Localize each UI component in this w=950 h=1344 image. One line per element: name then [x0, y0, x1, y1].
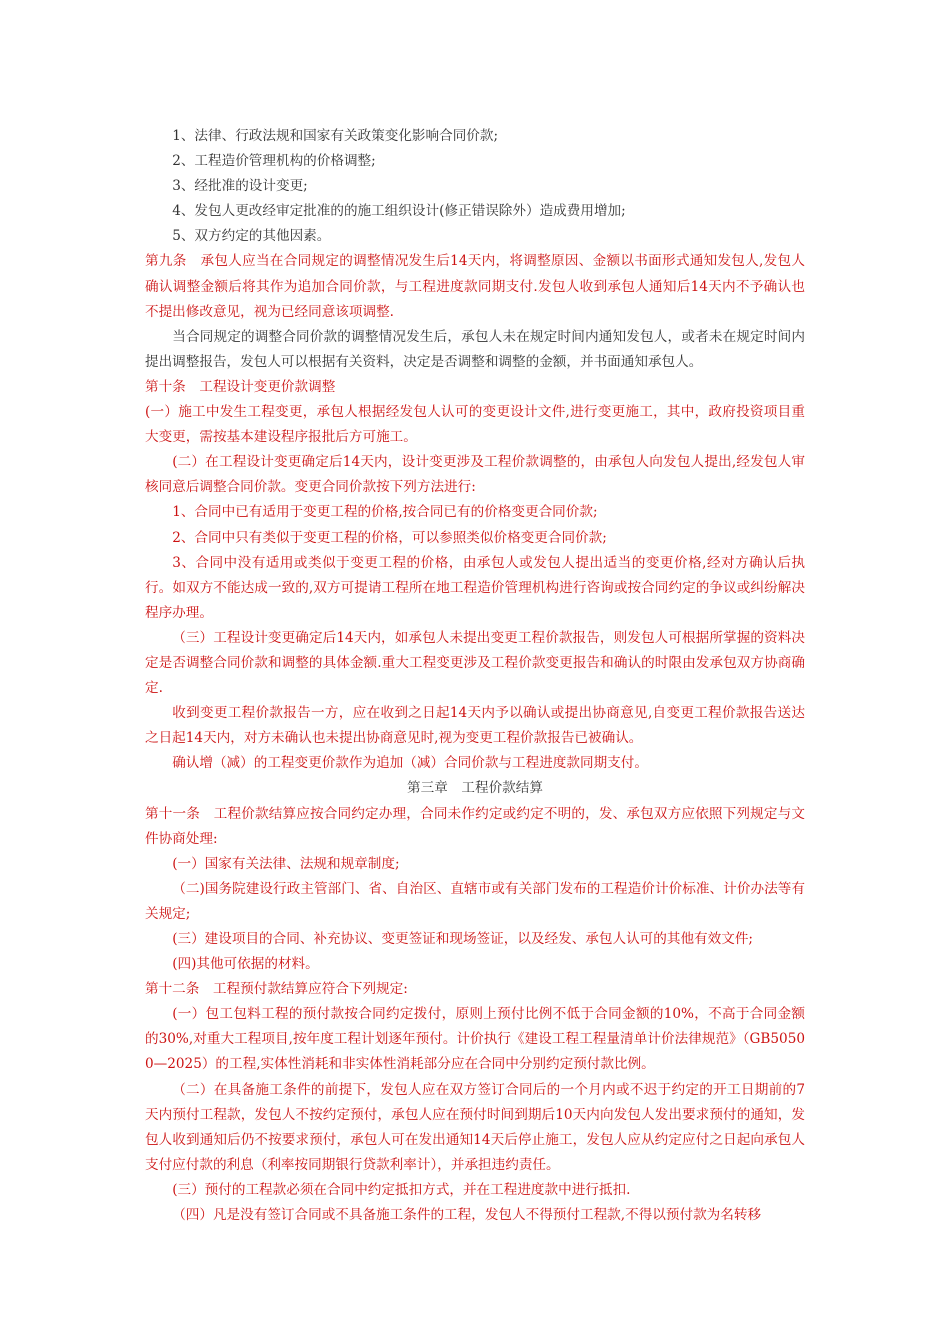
paragraph: (三）预付的工程款必须在合同中约定抵扣方式，并在工程进度款中进行抵扣.: [172, 1181, 631, 1198]
paragraph: 当合同规定的调整合同价款的调整情况发生后，承包人未在规定时间内通知发包人，或者未在规定时间内提出调整报告，发包人可以根据有关资料，决定是否调整和调整的金额，并书面通知承包人。: [145, 328, 805, 370]
paragraph: 4、发包人更改经审定批准的的施工组织设计(修正错误除外）造成费用增加;: [172, 203, 626, 220]
paragraph: 5、双方约定的其他因素。: [172, 228, 331, 245]
paragraph: 3、合同中没有适用或类似于变更工程的价格，由承包人或发包人提出适当的变更价格,经对方确认后执行。如双方不能达成一致的,双方可提请工程所在地工程造价管理机构进行咨询或按合同约定的争议或纠纷解决程序办理。: [145, 554, 805, 621]
paragraph: 1、合同中已有适用于变更工程的价格,按合同已有的价格变更合同价款;: [172, 504, 598, 521]
paragraph: (一）国家有关法律、法规和规章制度;: [172, 855, 400, 872]
paragraph: (二）在工程设计变更确定后14天内，设计变更涉及工程价款调整的，由承包人向发包人提出,经发包人审核同意后调整合同价款。变更合同价款按下列方法进行:: [145, 454, 805, 496]
chapter-heading: 第三章 工程价款结算: [407, 780, 543, 797]
paragraph: 2、合同中只有类似于变更工程的价格，可以参照类似价格变更合同价款;: [172, 529, 607, 546]
paragraph: （四）凡是没有签订合同或不具备施工条件的工程，发包人不得预付工程款,不得以预付款为名转移: [172, 1207, 762, 1224]
paragraph: 3、经批准的设计变更;: [172, 178, 308, 195]
paragraph: （二）在具备施工条件的前提下，发包人应在双方签订合同后的一个月内或不迟于约定的开工日期前的7天内预付工程款，发包人不按约定预付，承包人应在预付时间到期后10天内向发包人发出要求预付的通知，发包人收到通知后仍不按要求预付，承包人可在发出通知14天后停止施工，发包人应从约定应付之日起向承包人支付应付款的利息（利率按同期银行贷款利率计），并承担违约责任。: [145, 1081, 805, 1173]
document-page: [145, 124, 805, 1228]
paragraph: 第十一条 工程价款结算应按合同约定办理，合同未作约定或约定不明的，发、承包双方应依照下列规定与文件协商处理:: [145, 805, 805, 847]
paragraph: (三）建设项目的合同、补充协议、变更签证和现场签证，以及经发、承包人认可的其他有效文件;: [172, 931, 754, 947]
paragraph: (一）包工包料工程的预付款按合同约定拨付，原则上预付比例不低于合同金额的10%，不高于合同金额的30%,对重大工程项目,按年度工程计划逐年预付。计价执行《建设工程工程量清单计价法律规范》（GB50500—2025）的工程,实体性消耗和非实体性消耗部分应在合同中分别约定预付款比例。: [145, 1006, 805, 1073]
paragraph: 收到变更工程价款报告一方，应在收到之日起14天内予以确认或提出协商意见,自变更工程价款报告送达之日起14天内，对方未确认也未提出协商意见时,视为变更工程价款报告已被确认。: [145, 705, 805, 747]
paragraph: 第九条 承包人应当在合同规定的调整情况发生后14天内，将调整原因、金额以书面形式通知发包人,发包人确认调整金额后将其作为追加合同价款，与工程进度款同期支付.发包人收到承包人通知后14天内不予确认也不提出修改意见，视为已经同意该项调整.: [145, 253, 805, 320]
paragraph: 第十条 工程设计变更价款调整: [145, 378, 336, 395]
paragraph: （三）工程设计变更确定后14天内，如承包人未提出变更工程价款报告，则发包人可根据所掌握的资料决定是否调整合同价款和调整的具体金额.重大工程变更涉及工程价款变更报告和确认的时限由发承包双方协商确定.: [145, 629, 805, 697]
paragraph: 确认增（减）的工程变更价款作为追加（减）合同价款与工程进度款同期支付。: [172, 755, 648, 772]
paragraph: 1、法律、行政法规和国家有关政策变化影响合同价款;: [172, 128, 499, 144]
paragraph: (一）施工中发生工程变更，承包人根据经发包人认可的变更设计文件,进行变更施工，其中，政府投资项目重大变更，需按基本建设程序报批后方可施工。: [145, 404, 805, 446]
paragraph: 2、工程造价管理机构的价格调整;: [172, 153, 376, 170]
paragraph: (四)其他可依据的材料。: [172, 956, 319, 973]
paragraph: 第十二条 工程预付款结算应符合下列规定:: [145, 981, 408, 998]
paragraph: （二)国务院建设行政主管部门、省、自治区、直辖市或有关部门发布的工程造价计价标准、计价办法等有关规定;: [145, 880, 805, 922]
